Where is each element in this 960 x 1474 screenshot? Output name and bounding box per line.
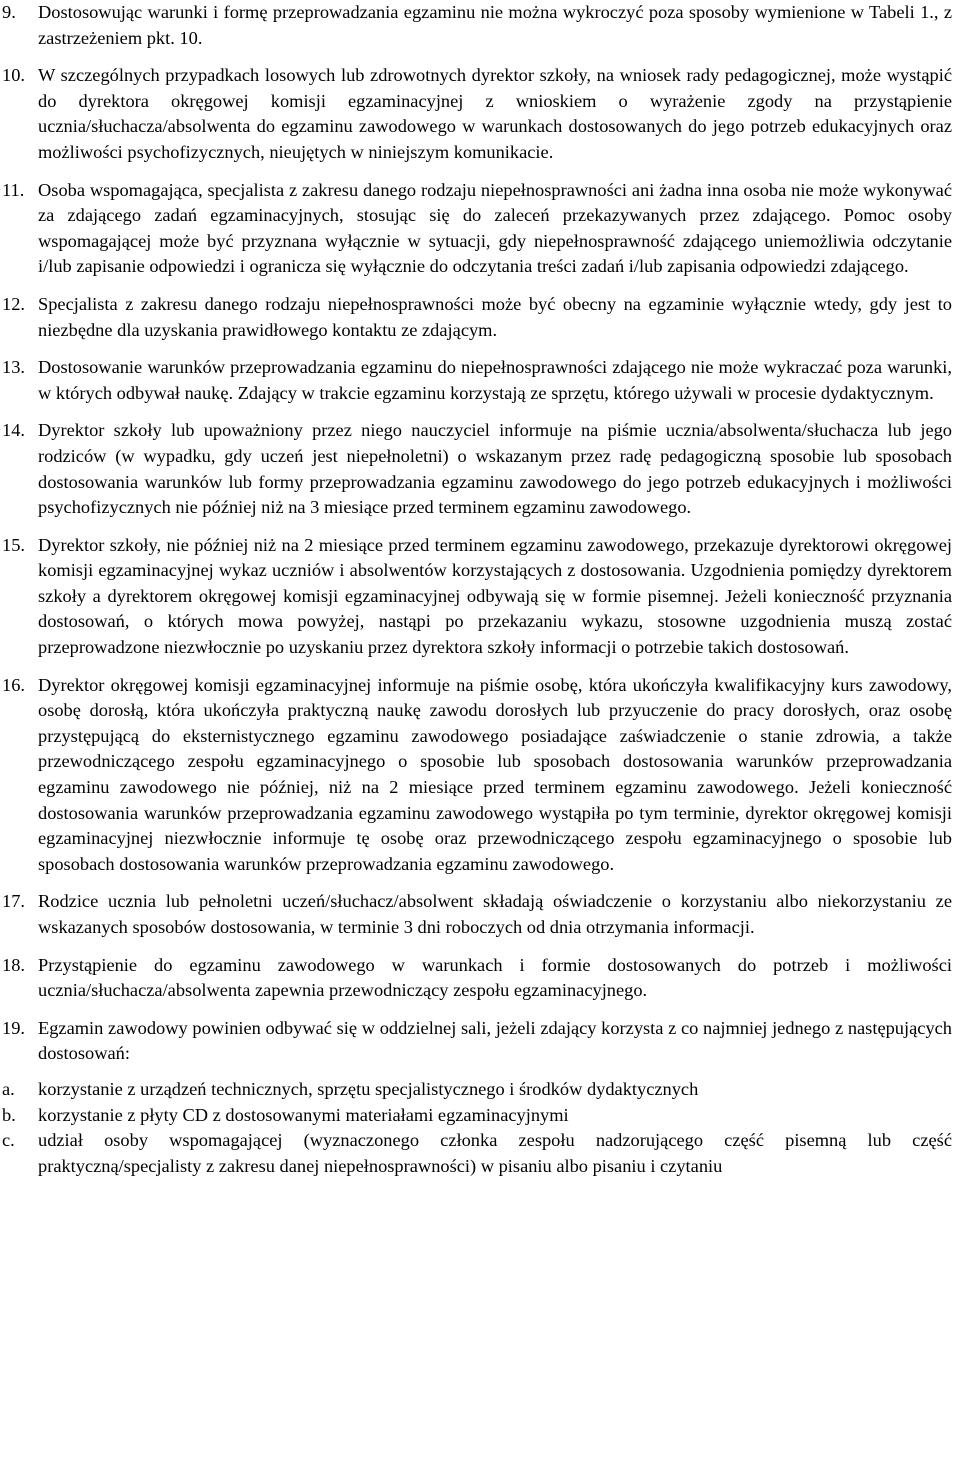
point-text: Egzamin zawodowy powinien odbywać się w oddzielnej sali, jeżeli zdający korzysta z co najmniej jednego z następujących dostosowań: (38, 1017, 952, 1064)
point-number: 12. (2, 293, 25, 314)
point-17 (2, 889, 952, 940)
point-text: Dyrektor szkoły, nie później niż na 2 miesiące przed terminem egzaminu zawodowego, przekazuje dyrektorowi okręgowej komisji egzaminacyjnej wykaz uczniów i absolwentów korzystających z dostosowania. Uzgodnienia pomiędzy dyrektorem szkoły a dyrektorem okręgowej komisji egzaminacyjnej odbywają się w formie pisemnej. Jeżeli konieczność przyznania dostosowań, o których mowa powyżej, nastąpi po przekazaniu wykazu, stosowne uzgodnienia muszą zostać przeprowadzone niezwłocznie po uzyskaniu przez dyrektora szkoły informacji o potrzebie takich dostosowań. (38, 534, 952, 658)
subpoint-text: udział osoby wspomagającej (wyznaczonego członka zespołu nadzorującego część pisemną lub część praktyczną/specjalisty z zakresu danej niepełnosprawności) w pisaniu albo pisaniu i czytaniu (38, 1130, 952, 1176)
point-text: Osoba wspomagająca, specjalista z zakresu danego rodzaju niepełnosprawności ani żadna inna osoba nie może wykonywać za zdającego zadań egzaminacyjnych, stosując się do zaleceń przekazywanych przez zdającego. Pomoc osoby wspomagającej może być przyznana wyłącznie w sytuacji, gdy niepełnosprawność zdającego uniemożliwia odczytanie i/lub zapisanie odpowiedzi i ogranicza się wyłącznie do odczytania treści zadań i/lub zapisania odpowiedzi zdającego. (38, 179, 952, 277)
point-number: 11. (2, 179, 25, 200)
point-text: Dostosowanie warunków przeprowadzania egzaminu do niepełnosprawności zdającego nie może wykraczać poza warunki, w których odbywał naukę. Zdający w trakcie egzaminu korzystają ze sprzętu, którego używali w procesie dydaktycznym. (38, 357, 952, 403)
point-text: W szczególnych przypadkach losowych lub zdrowotnych dyrektor szkoły, na wniosek rady pedagogicznej, może wystąpić do dyrektora okręgowej komisji egzaminacyjnej z wnioskiem o wyrażenie zgody na przystąpienie ucznia/słuchacza/absolwenta do egzaminu zawodowego w warunkach dostosowanych do jego potrzeb edukacyjnych oraz możliwości psychofizycznych, nieujętych w niniejszym komunikacie. (38, 65, 952, 162)
subpoint-letter: c. (2, 1130, 15, 1151)
point-15 (2, 533, 952, 661)
point-number: 16. (2, 674, 25, 695)
point-14 (2, 418, 952, 520)
point-text: Dyrektor szkoły lub upoważniony przez niego nauczyciel informuje na piśmie ucznia/absolwenta/słuchacza lub jego rodziców (w wypadku, gdy uczeń jest niepełnoletni) o wskazanym przez radę pedagogiczną sposobie lub sposobach dostosowania warunków lub formy przeprowadzania egzaminu zawodowego do jego potrzeb edukacyjnych i możliwości psychofizycznych nie później niż na 3 miesiące przed terminem egzaminu zawodowego. (38, 420, 952, 518)
point-13 (2, 355, 952, 406)
point-number: 15. (2, 534, 25, 555)
point-9 (2, 0, 952, 51)
point-number: 19. (2, 1017, 25, 1038)
subpoint-text: korzystanie z płyty CD z dostosowanymi materiałami egzaminacyjnymi (38, 1104, 569, 1125)
point-number: 10. (2, 65, 25, 86)
point-text: Rodzice ucznia lub pełnoletni uczeń/słuchacz/absolwent składają oświadczenie o korzystaniu albo niekorzystaniu ze wskazanych sposobów dostosowania, w terminie 3 dni roboczych od dnia otrzymania informacji. (38, 891, 952, 937)
point-19-sublist (2, 1077, 952, 1179)
point-number: 14. (2, 420, 25, 441)
subpoint-c (2, 1128, 952, 1179)
point-text: Przystąpienie do egzaminu zawodowego w warunkach i formie dostosowanych do potrzeb i możliwości ucznia/słuchacza/absolwenta zapewnia przewodniczący zespołu egzaminacyjnego. (38, 954, 952, 1001)
subpoint-text: korzystanie z urządzeń technicznych, sprzętu specjalistycznego i środków dydaktycznych (38, 1078, 699, 1099)
point-text: Dyrektor okręgowej komisji egzaminacyjnej informuje na piśmie osobę, która ukończyła kwalifikacyjny kurs zawodowy, osobę dorosłą, która ukończyła praktyczną naukę zawodu dorosłych lub przyuczenie do pracy dorosłych, oraz osobę przystępującą do eksternistycznego egzaminu zawodowego posiadające zaświadczenie o stanie zdrowia, a także przewodniczącego zespołu egzaminacyjnego o sposobie lub sposobach dostosowania warunków przeprowadzania egzaminu zawodowego nie później, niż na 2 miesiące przed terminem egzaminu zawodowego. Jeżeli konieczność dostosowania warunków przeprowadzania egzaminu zawodowego wystąpiła po tym terminie, dyrektor okręgowej komisji egzaminacyjnej niezwłocznie informuje tę osobę oraz przewodniczącego zespołu egzaminacyjnego o sposobie lub sposobach dostosowania warunków przeprowadzania egzaminu zawodowego. (38, 674, 952, 874)
point-text: Dostosowując warunki i formę przeprowadzania egzaminu nie można wykroczyć poza sposoby wymienione w Tabeli 1., z zastrzeżeniem pkt. 10. (38, 2, 952, 48)
point-text: Specjalista z zakresu danego rodzaju niepełnosprawności może być obecny na egzaminie wyłącznie wtedy, gdy jest to niezbędne dla uzyskania prawidłowego kontaktu ze zdającym. (38, 293, 952, 340)
point-number: 17. (2, 891, 25, 912)
point-number: 13. (2, 357, 25, 378)
subpoint-b (2, 1103, 952, 1129)
point-19 (2, 1016, 952, 1067)
subpoint-a (2, 1077, 952, 1103)
point-12 (2, 292, 952, 343)
subpoint-letter: a. (2, 1078, 15, 1099)
subpoint-letter: b. (2, 1104, 16, 1125)
point-18 (2, 953, 952, 1004)
point-number: 18. (2, 954, 25, 975)
point-10 (2, 63, 952, 165)
point-16 (2, 673, 952, 878)
point-11 (2, 178, 952, 280)
point-number: 9. (2, 2, 16, 22)
